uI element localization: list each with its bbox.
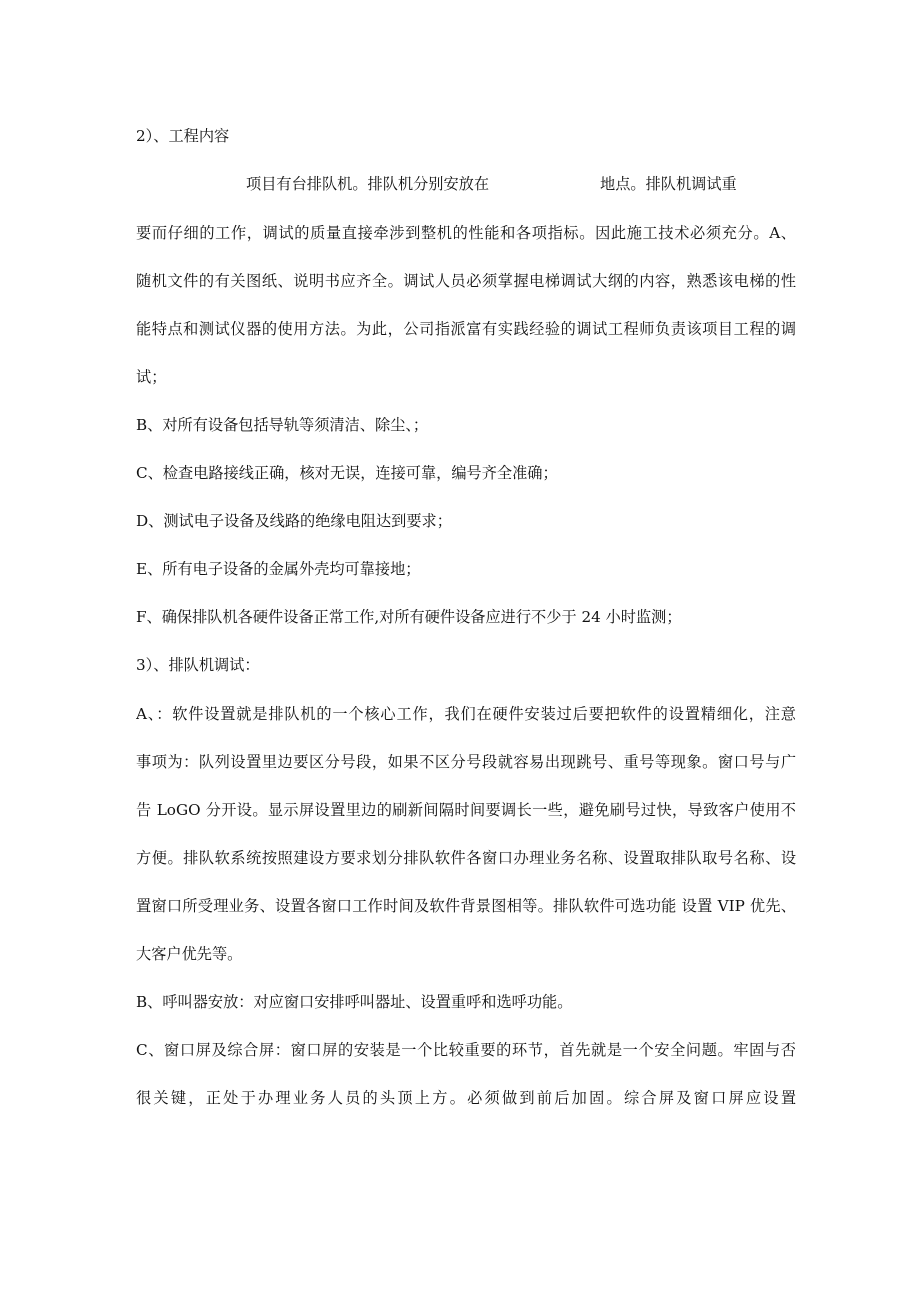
section-3-a-line: 告 LoGO 分开设。显示屏设置里边的刷新间隔时间要调长一些，避免刷号过快，导致客户使用不 (136, 801, 796, 819)
section-2-intro-left: 项目有台排队机。排队机分别安放在 (246, 175, 489, 193)
section-3-c-line: C、窗口屏及综合屏：窗口屏的安装是一个比较重要的环节，首先就是一个安全问题。牢固与否 (136, 1041, 796, 1059)
section-3-c-line: 很关键，正处于办理业务人员的头顶上方。必须做到前后加固。综合屏及窗口屏应设置 (136, 1089, 796, 1107)
section-3-a-line: A、：软件设置就是排队机的一个核心工作，我们在硬件安装过后要把软件的设置精细化，注意 (136, 705, 796, 723)
section-2-intro-right: 地点。排队机调试重 (600, 175, 737, 193)
section-2-paragraph-line: 能特点和测试仪器的使用方法。为此，公司指派富有实践经验的调试工程师负责该项目工程的调 (136, 320, 796, 338)
section-3-a-line: 大客户优先等。 (136, 945, 243, 963)
section-2-item-d: D、测试电子设备及线路的绝缘电阻达到要求； (136, 512, 452, 530)
section-2-paragraph-line: 要而仔细的工作，调试的质量直接牵涉到整机的性能和各项指标。因此施工技术必须充分。A、 (136, 224, 796, 242)
section-2-item-f: F、确保排队机各硬件设备正常工作,对所有硬件设备应进行不少于 24 小时监测； (136, 608, 682, 626)
section-2-heading: 2）、工程内容 (136, 127, 230, 145)
section-2-item-e: E、所有电子设备的金属外壳均可靠接地； (136, 560, 421, 578)
section-2-item-c: C、检查电路接线正确，核对无误，连接可靠，编号齐全准确； (136, 464, 558, 482)
section-3-b-line: B、呼叫器安放：对应窗口安排呼叫器址、设置重呼和选呼功能。 (136, 993, 573, 1011)
section-2-paragraph-line: 随机文件的有关图纸、说明书应齐全。调试人员必须掌握电梯调试大纲的内容，熟悉该电梯的性 (136, 272, 796, 290)
section-2-item-b: B、对所有设备包括导轨等须清洁、除尘、； (136, 416, 429, 434)
section-2-paragraph-line: 试； (136, 368, 167, 386)
section-3-heading: 3）、排队机调试： (136, 656, 260, 674)
section-3-a-line: 事项为：队列设置里边要区分号段，如果不区分号段就容易出现跳号、重号等现象。窗口号与广 (136, 753, 796, 771)
section-3-a-line: 方便。排队软系统按照建设方要求划分排队软件各窗口办理业务名称、设置取排队取号名称、设 (136, 849, 796, 867)
section-3-a-line: 置窗口所受理业务、设置各窗口工作时间及软件背景图相等。排队软件可选功能 设置 VIP 优先、 (136, 897, 796, 915)
